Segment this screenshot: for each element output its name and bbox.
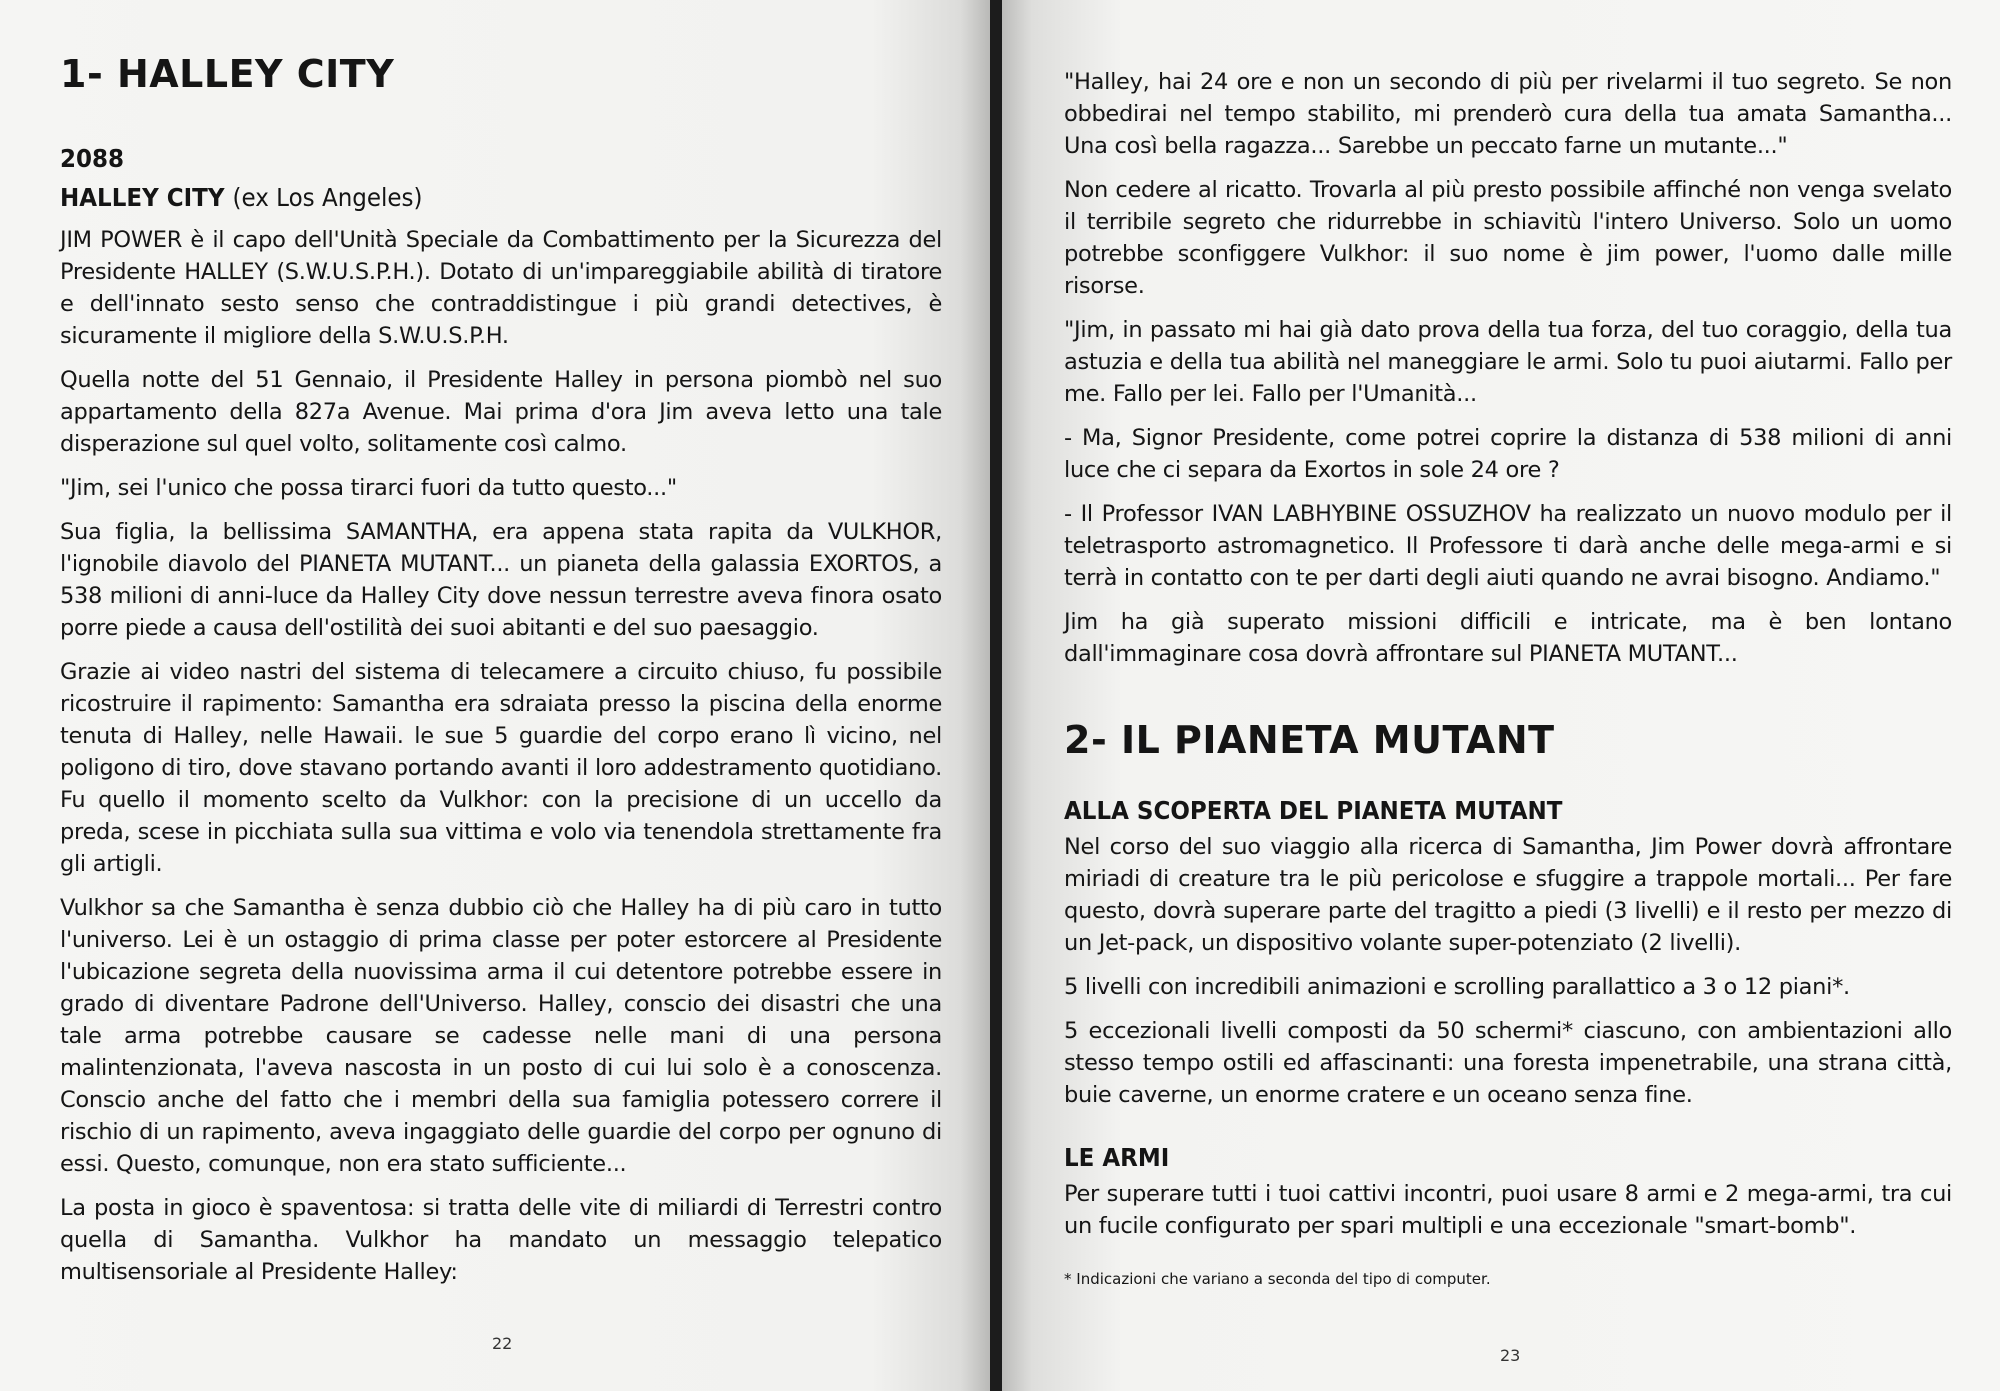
paragraph: Per superare tutti i tuoi cattivi incontri, puoi usare 8 armi e 2 mega-armi, tra cui un fucile configurato per spari multipli e una eccezionale "smart-bomb". (1064, 1181, 1952, 1239)
section-heading: ALLA SCOPERTA DEL PIANETA MUTANT (1064, 796, 1563, 825)
paragraph: JIM POWER è il capo dell'Unità Speciale da Combattimento per la Sicurezza del Presidente HALLEY (S.W.U.S.P.H.). Dotato di un'impareggiabile abilità di tiratore e dell'innato sesto senso che contraddistingue i più grandi detectives, è sicuramente il migliore della S.W.U.S.P.H. (60, 227, 942, 349)
page-number: 22 (492, 1334, 513, 1353)
book-gutter (990, 0, 1002, 1391)
paragraph: - Ma, Signor Presidente, come potrei coprire la distanza di 538 milioni di anni luce che ci separa da Exortos in sole 24 ore ? (1064, 425, 1952, 483)
paragraph: "Jim, sei l'unico che possa tirarci fuori da tutto questo..." (60, 475, 677, 501)
paragraph: "Jim, in passato mi hai già dato prova della tua forza, del tuo coraggio, della tua astuzia e della tua abilità nel maneggiare le armi. Solo tu puoi aiutarmi. Fallo per me. Fallo per lei. Fallo per l'Umanità... (1064, 317, 1952, 407)
paragraph: 5 livelli con incredibili animazioni e scrolling parallattico a 3 o 12 piani*. (1064, 974, 1850, 1000)
footnote: * Indicazioni che variano a seconda del tipo di computer. (1064, 1270, 1491, 1288)
paragraph: La posta in gioco è spaventosa: si tratta delle vite di miliardi di Terrestri contro quella di Samantha. Vulkhor ha mandato un messaggio telepatico multisensoriale al Presidente Halley: (60, 1195, 942, 1285)
chapter-title: 1- HALLEY CITY (60, 52, 395, 96)
paragraph: 5 eccezionali livelli composti da 50 schermi* ciascuno, con ambientazioni allo stesso tempo ostili ed affascinanti: una foresta impenetrabile, una strana città, buie caverne, un enorme cratere e un oceano senza fine. (1064, 1018, 1952, 1108)
paragraph: Jim ha già superato missioni difficili e intricate, ma è ben lontano dall'immaginare cosa dovrà affrontare sul PIANETA MUTANT... (1064, 609, 1952, 667)
page-number: 23 (1500, 1346, 1521, 1365)
right-page (1002, 0, 2000, 1391)
section-heading: LE ARMI (1064, 1143, 1170, 1172)
paragraph: Quella notte del 51 Gennaio, il Presidente Halley in persona piombò nel suo appartamento della 827a Avenue. Mai prima d'ora Jim aveva letto una tale disperazione sul quel volto, solitamente così calmo. (60, 367, 942, 457)
paragraph: - Il Professor IVAN LABHYBINE OSSUZHOV ha realizzato un nuovo modulo per il teletrasporto astromagnetico. Il Professore ti darà anche delle mega-armi e si terrà in contatto con te per darti degli aiuti quando ne avrai bisogno. Andiamo." (1064, 501, 1952, 591)
paragraph: Nel corso del suo viaggio alla ricerca di Samantha, Jim Power dovrà affrontare miriadi di creature tra le più pericolose e sfuggire a trappole mortali... Per fare questo, dovrà superare parte del tragitto a piedi (3 livelli) e il resto per mezzo di un Jet-pack, un dispositivo volante super-potenziato (2 livelli). (1064, 834, 1952, 956)
place-heading (60, 183, 871, 212)
paragraph: Vulkhor sa che Samantha è senza dubbio ciò che Halley ha di più caro in tutto l'universo. Lei è un ostaggio di prima classe per poter estorcere al Presidente l'ubicazione segreta della nuovissima arma il cui detentore potrebbe essere in grado di diventare Padrone dell'Universo. Halley, conscio dei disastri che una tale arma potrebbe causare se cadesse nelle mani di una persona malintenzionata, l'aveva nascosta in un posto di cui lui solo è a conoscenza. Conscio anche del fatto che i membri della sua famiglia potessero correre il rischio di un rapimento, aveva ingaggiato delle guardie del corpo per ognuno di essi. Questo, comunque, non era stato sufficiente... (60, 895, 942, 1177)
paragraph: Sua figlia, la bellissima SAMANTHA, era appena stata rapita da VULKHOR, l'ignobile diavolo del PIANETA MUTANT... un pianeta della galassia EXORTOS, a 538 milioni di anni-luce da Halley City dove nessun terrestre aveva finora osato porre piede a causa dell'ostilità dei suoi abitanti e del suo paesaggio. (60, 519, 942, 641)
paragraph: "Halley, hai 24 ore e non un secondo di più per rivelarmi il tuo segreto. Se non obbedirai nel tempo stabilito, mi prenderò cura della tua amata Samantha... Una così bella ragazza... Sarebbe un peccato farne un mutante..." (1064, 69, 1952, 159)
chapter-title: 2- IL PIANETA MUTANT (1064, 718, 1555, 762)
year-heading: 2088 (60, 144, 125, 173)
left-page-content (60, 0, 942, 1300)
paragraph: Non cedere al ricatto. Trovarla al più presto possibile affinché non venga svelato il terribile segreto che ridurrebbe in schiavitù l'intero Universo. Solo un uomo potrebbe sconfiggere Vulkhor: il suo nome è jim power, l'uomo dalle mille risorse. (1064, 177, 1952, 299)
left-page (0, 0, 990, 1391)
place-note: (ex Los Angeles) (232, 183, 423, 212)
paragraph: Grazie ai video nastri del sistema di telecamere a circuito chiuso, fu possibile ricostruire il rapimento: Samantha era sdraiata presso la piscina della enorme tenuta di Halley, nelle Hawaii. le sue 5 guardie del corpo erano lì vicino, nel poligono di tiro, dove stavano portando avanti il loro addestramento quotidiano. Fu quello il momento scelto da Vulkhor: con la precisione di un uccello da preda, scese in picchiata sulla sua vittima e volo via tenendola strettamente fra gli artigli. (60, 659, 942, 877)
place-name: HALLEY CITY (60, 183, 225, 212)
right-page-content (1064, 0, 1952, 1288)
